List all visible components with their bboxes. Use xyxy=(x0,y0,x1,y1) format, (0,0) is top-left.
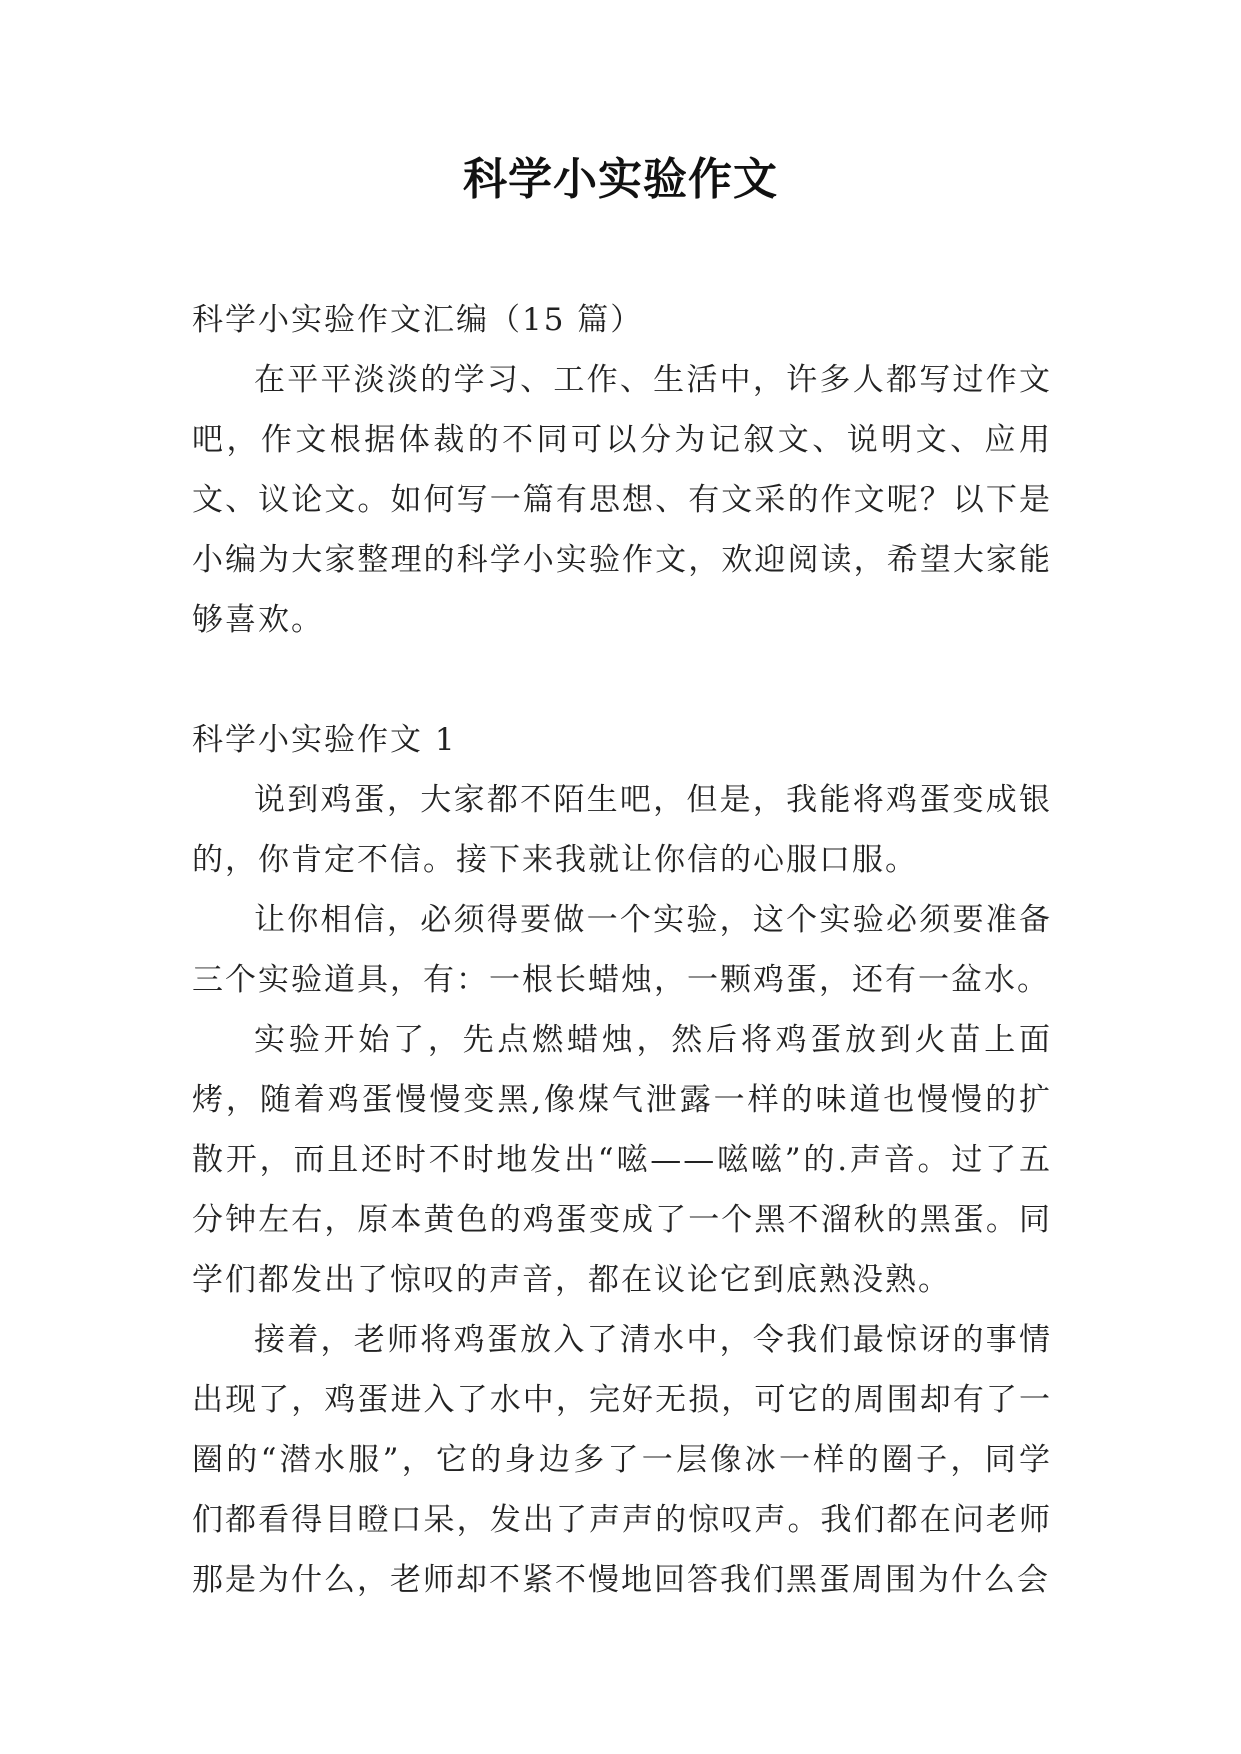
body-paragraph-3: 实验开始了，先点燃蜡烛，然后将鸡蛋放到火苗上面烤，随着鸡蛋慢慢变黑,像煤气泄露一样的味道也慢慢的扩散开，而且还时不时地发出“嗞——嗞嗞”的.声音。过了五分钟左右，原本黄色的鸡蛋变成了一个黑不溜秋的黑蛋。同学们都发出了惊叹的声音，都在议论它到底熟没熟。 xyxy=(192,1022,1052,1298)
intro-paragraph: 在平平淡淡的学习、工作、生活中，许多人都写过作文吧，作文根据体裁的不同可以分为记叙文、说明文、应用文、议论文。如何写一篇有思想、有文采的作文呢？以下是小编为大家整理的科学小实验作文，欢迎阅读，希望大家能够喜欢。 xyxy=(192,362,1052,638)
document-body xyxy=(192,290,1052,1610)
body-paragraph-1: 说到鸡蛋，大家都不陌生吧，但是，我能将鸡蛋变成银的，你肯定不信。接下来我就让你信的心服口服。 xyxy=(192,782,1052,878)
collection-subtitle: 科学小实验作文汇编（15 篇） xyxy=(192,302,644,338)
section-spacer xyxy=(192,650,1052,710)
section-heading: 科学小实验作文 1 xyxy=(192,722,457,758)
document-title: 科学小实验作文 xyxy=(463,154,778,205)
body-paragraph-4: 接着，老师将鸡蛋放入了清水中，令我们最惊讶的事情出现了，鸡蛋进入了水中，完好无损，可它的周围却有了一圈的“潜水服”，它的身边多了一层像冰一样的圈子，同学们都看得目瞪口呆，发出了声声的惊叹声。我们都在问老师那是为什么，老师却不紧不慢地回答我们黑蛋周围为什么会 xyxy=(192,1322,1052,1598)
body-paragraph-2: 让你相信，必须得要做一个实验，这个实验必须要准备三个实验道具，有：一根长蜡烛，一颗鸡蛋，还有一盆水。 xyxy=(192,902,1052,998)
